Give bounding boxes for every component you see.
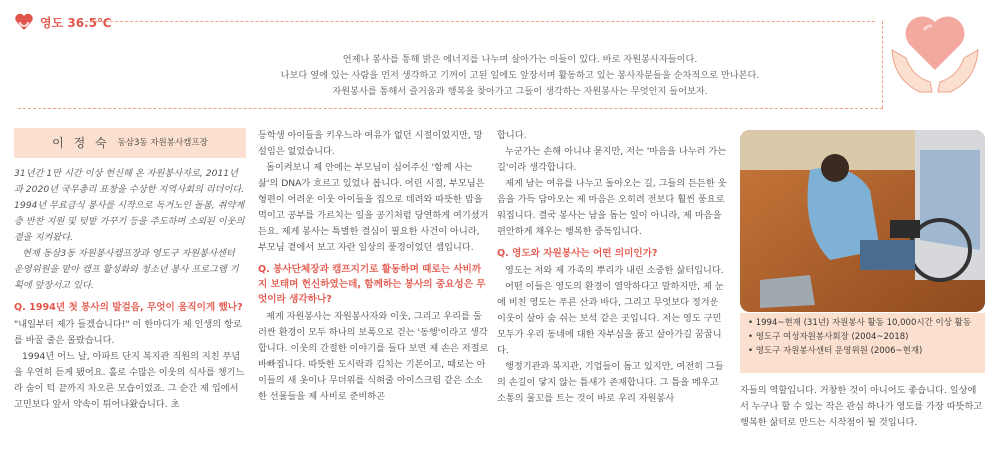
intro-line: 언제나 봉사를 통해 밝은 에너지를 나누며 살아가는 이들이 있다. 바로 자원봉사자들이다. [342,54,698,65]
paragraph: 자들의 역할입니다. 거창한 것이 아니어도 좋습니다. 일상에서 누구나 할 수 있는 작은 관심 하나가 영도를 가장 따뜻하고 행복한 삶터로 만드는 시작점이 될 것입니다. [740,385,983,428]
question-3: Q. 영도와 자원봉사는 어떤 의미인가? [497,248,658,259]
profile-intro-2: 현재 동삼3동 자원봉사캠프장과 영도구 자원봉사센터 운영위원을 맡아 캠프 활성화와 청소년 봉사 프로그램 기획에 앞장서고 있다. [14,248,239,291]
intro-text [210,52,830,100]
paragraph: 등학생 아이들을 키우느라 여유가 없던 시절이었지만, 망설임은 없었습니다. [258,130,483,157]
question-1: Q. 1994년 첫 봉사의 발걸음, 무엇이 움직이게 했나? [14,302,243,313]
heart-hands-illustration [880,0,990,100]
section-title: 영도 36.5℃ [40,15,112,30]
profile-caption [740,313,985,373]
article-column-1 [14,128,246,413]
answer-1: "내일부터 제가 들겠습니다!" 이 한마디가 제 인생의 항로를 바꿀 줄은 몰랐습니다. [14,319,242,346]
article-column-3 [497,128,729,407]
question-2: Q. 봉사단체장과 캠프지기로 활동하며 때로는 사비까지 보태며 헌신하였는데, 함께하는 봉사의 중요성은 무엇이라 생각하나? [258,264,486,305]
profile-role: 동삼3동 자원봉사캠프장 [117,138,208,148]
intro-line: 자원봉사를 통해서 즐거움과 행복을 찾아가고 그들이 생각하는 자원봉사는 무엇인지 들어보자. [332,86,708,97]
paragraph: 돌이켜보니 제 안에는 부모님이 심어주신 '함께 사는 삶'의 DNA가 흐르고 있었나 봅니다. 어린 시절, 부모님은 형편이 어려운 이웃 아이들을 집으로 데려와 따뜻한 밥을 먹이고 공부를 가르치는 일을 공기처럼 당연하게 여기셨거든요. 제게 봉사는 특별한 결심이 필요한 사건이 아니라, 부모님 곁에서 보고 자란 일상의 풍경이었던 셈입니다. [258,162,489,253]
profile-intro: 31년간 1만 시간 이상 헌신해 온 자원봉사자로, 2011년과 2020년 국무총리 표창을 수상한 지역사회의 리더이다. 1994년 무료급식 봉사를 시작으로 독거노인 돌봄, 취약계층 반찬 지원 및 텃밭 가꾸기 등을 주도하며 소외된 이웃의 곁을 지켜왔다. [14,168,245,243]
caption-item: • 영도구 자원봉사센터 운영위원 (2006~현재) [748,346,923,356]
volunteer-photo [740,130,985,312]
answer-3: 영도는 저와 제 가족의 뿌리가 내린 소중한 삶터입니다. [505,265,724,276]
paragraph: 제게 남는 여유를 나누고 돌아오는 길, 그들의 든든한 웃음을 가득 담아오는 제 마음은 오히려 전보다 훨씬 풍요로워집니다. 결국 봉사는 남을 돕는 일이 아니라, 제 마음을 편안하게 채우는 행복한 중독입니다. [497,178,727,237]
answer-3-cont: 어떤 이들은 영도의 환경이 열악하다고 말하지만, 제 눈에 비친 영도는 푸른 산과 바다, 그리고 무엇보다 정겨운 이웃이 살아 숨 쉬는 보석 같은 곳입니다. 저는 영도 구민 모두가 우리 동네에 대한 자부심을 품고 살아가길 꿈꿉니다. [497,281,724,356]
section-logo [14,12,112,32]
caption-item: • 1994~현재 (31년) 자원봉사 활동 10,000시간 이상 활동 [748,318,972,328]
answer-2: 제게 자원봉사는 자원봉사자와 이웃, 그리고 우리를 둘러싼 환경이 모두 하나의 보폭으로 걷는 '동행'이라고 생각합니다. 이웃의 간절한 이야기를 들다 보면 제 손은 저절로 바빠집니다. 따뜻한 도시락과 김치는 기본이고, 때로는 아이들의 새 옷이나 무더위를 식혀줄 아이스크림 같은 소소한 선물들을 제 사비로 준비하곤 [258,311,489,402]
header-divider [85,21,875,22]
paragraph: 누군가는 손해 아니냐 묻지만, 저는 '마음을 나누러 가는 길'이라 생각합니다. [497,146,727,173]
profile-name-box [14,128,246,158]
article-column-4 [740,383,985,431]
intro-divider [18,108,883,109]
answer-3-cont: 행정기관과 복지관, 기업들이 돕고 있지만, 여전히 그들의 손길이 닿지 않는 틈새가 존재합니다. 그 틈을 메우고 소통의 물꼬를 트는 것이 바로 우리 자원봉사 [497,361,724,404]
heart-icon [14,12,34,32]
article-column-2 [258,128,490,405]
paragraph: 합니다. [497,130,527,141]
caption-item: • 영도구 여성자원봉사회장 (2004~2018) [748,332,909,342]
answer-1-cont: 1994년 어느 날, 아파트 단지 복지관 직원의 지친 푸념을 우연히 듣게 됐어요. 홀로 수많은 이웃의 식사를 챙기느라 숨이 턱 끝까지 차오른 모습이었죠. 그 순간 제 입에서 고민보다 앞서 약속이 튀어나왔습니다. 초 [14,351,245,410]
intro-line: 나보다 옆에 있는 사람을 먼저 생각하고 기꺼이 고된 일에도 앞장서며 활동하고 있는 봉사자분들을 순차적으로 만나본다. [280,70,760,81]
profile-name: 이 정 숙 [52,136,110,150]
